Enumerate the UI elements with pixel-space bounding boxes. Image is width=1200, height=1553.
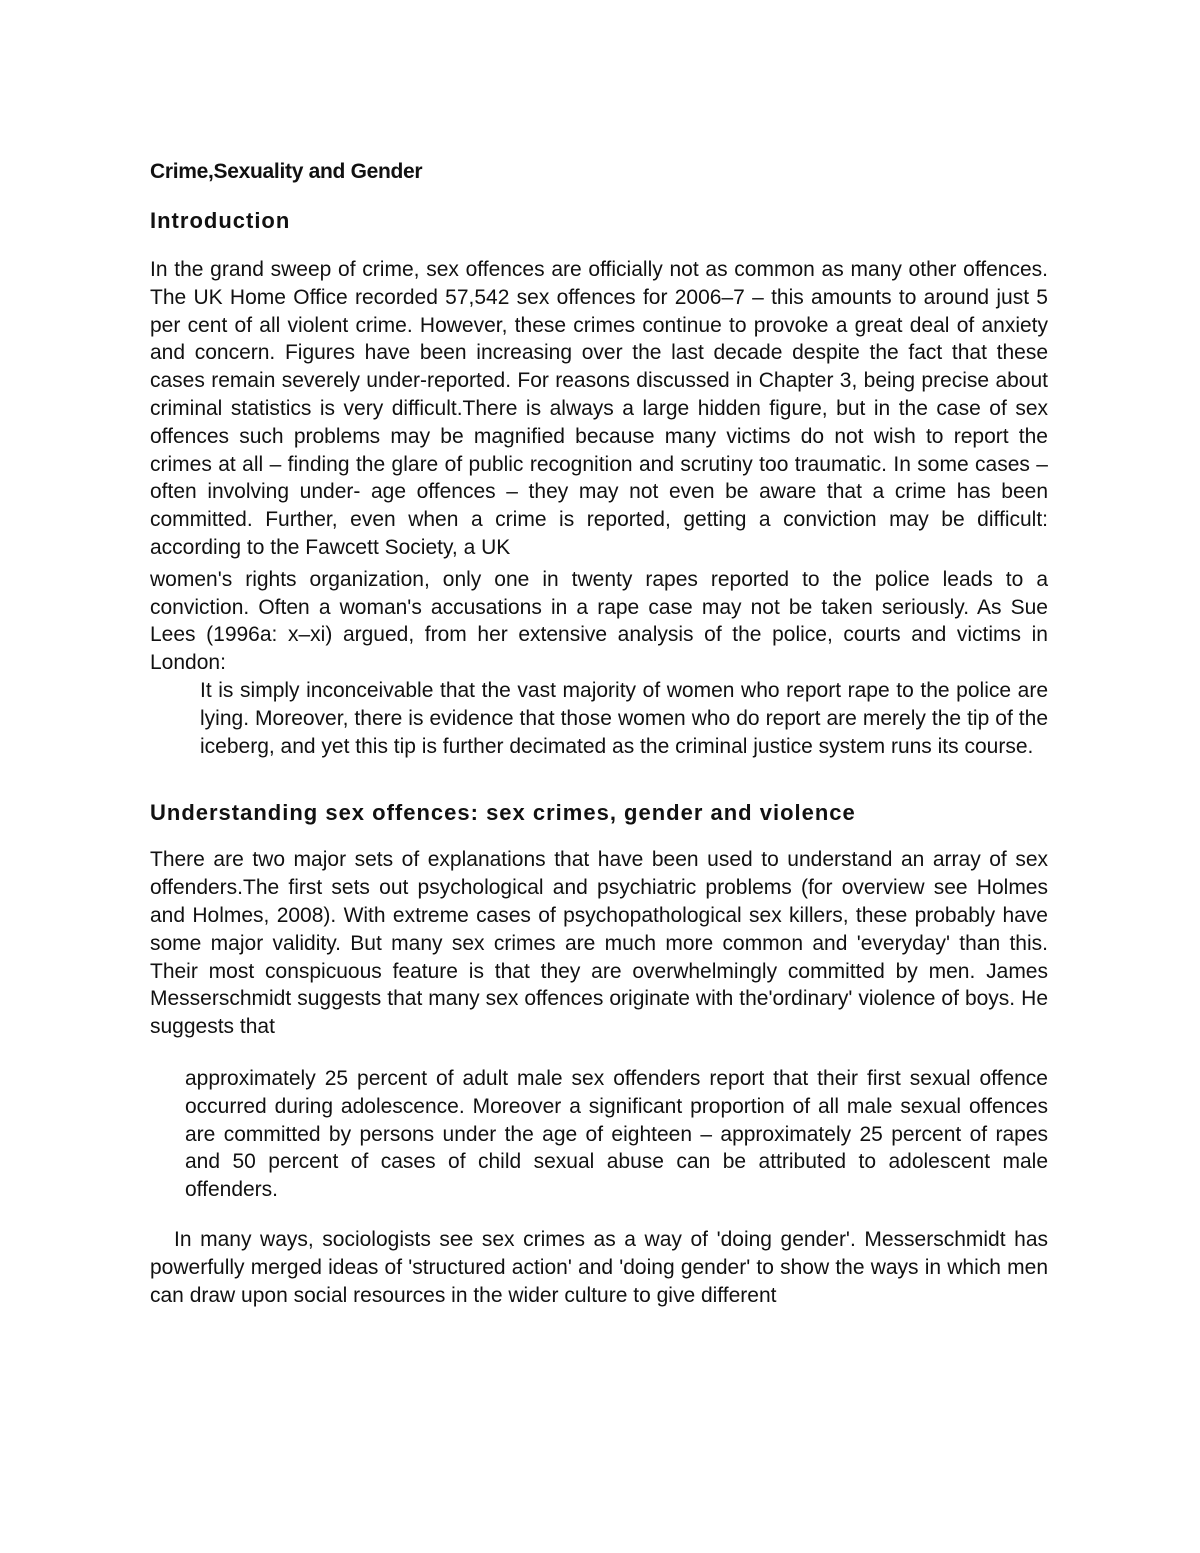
- section-heading-introduction: Introduction: [150, 208, 291, 233]
- block-quote-lees: It is simply inconceivable that the vast majority of women who report rape to the police are lying. Moreover, there is evidence that those women who do report are merely the tip of the iceberg, and yet this tip is further decimated as the criminal justice system runs its course.: [200, 678, 1048, 758]
- document-title: Crime,Sexuality and Gender: [150, 160, 423, 183]
- section2-paragraph-1: There are two major sets of explanations that have been used to understand an array of sex offenders.The first sets out psychological and psychiatric problems (for overview see Holmes and Holmes, 2008). With extreme cases of psychopathological sex killers, these probably have some major validity. But many sex crimes are much more common and 'everyday' than this. Their most conspicuous feature is that they are overwhelmingly committed by men. James Messerschmidt suggests that many sex offences originate with the'ordinary' violence of boys. He suggests that: [150, 848, 1048, 1039]
- block-quote-messerschmidt: approximately 25 percent of adult male sex offenders report that their first sexual offence occurred during adolescence. Moreover a significant proportion of all male sexual offences are committed by persons under the age of eighteen – approximately 25 percent of rapes and 50 percent of cases of child sexual abuse can be attributed to adolescent male offenders.: [185, 1066, 1048, 1202]
- section-heading-understanding-sex-offences: Understanding sex offences: sex crimes, gender and violence: [150, 800, 856, 826]
- document-page: [150, 160, 1048, 1309]
- section2-paragraph-2: In many ways, sociologists see sex crimes as a way of 'doing gender'. Messerschmidt has powerfully merged ideas of 'structured action' and 'doing gender' to show the ways in which men can draw upon social resources in the wider culture to give different: [150, 1227, 1048, 1307]
- intro-paragraph-1: In the grand sweep of crime, sex offences are officially not as common as many other offences. The UK Home Office recorded 57,542 sex offences for 2006–7 – this amounts to around just 5 per cent of all violent crime. However, these crimes continue to provoke a great deal of anxiety and concern. Figures have been increasing over the last decade despite the fact that these cases remain severely under-reported. For reasons discussed in Chapter 3, being precise about criminal statistics is very difficult.There is always a large hidden figure, but in the case of sex offences such problems may be magnified because many victims do not wish to report the crimes at all – finding the glare of public recognition and scrutiny too traumatic. In some cases – often involving under- age offences – they may not even be aware that a crime has been committed. Further, even when a crime is reported, getting a conviction may be difficult: according to the Fawcett Society, a UK: [150, 258, 1048, 559]
- intro-paragraph-2: women's rights organization, only one in twenty rapes reported to the police leads to a conviction. Often a woman's accusations in a rape case may not be taken seriously. As Sue Lees (1996a: x–xi) argued, from her extensive analysis of the police, courts and victims in London:: [150, 567, 1048, 675]
